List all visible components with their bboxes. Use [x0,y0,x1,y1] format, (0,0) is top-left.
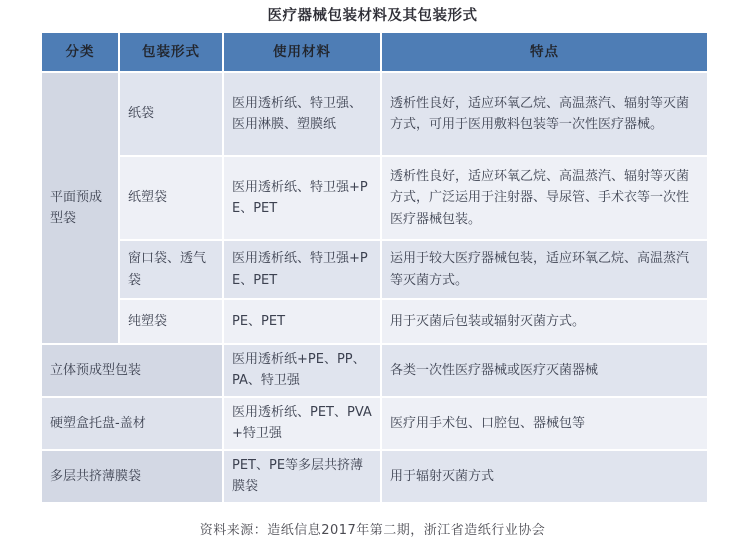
form-cell: 纯塑袋 [119,299,223,344]
materials-cell: 医用透析纸、特卫强+PE、PET [223,156,381,240]
table-row [41,397,708,450]
materials-cell: PET、PE等多层共挤薄膜袋 [223,450,381,503]
page-title: 医疗器械包装材料及其包装形式 [267,8,478,24]
category-form-cell: 多层共挤薄膜袋 [41,450,223,503]
category-cell: 平面预成型袋 [41,72,119,344]
materials-cell: PE、PET [223,299,381,344]
category-form-cell: 硬塑盒托盘-盖材 [41,397,223,450]
table-row [41,72,708,156]
table-row [41,240,708,299]
features-cell: 医疗用手术包、口腔包、器械包等 [381,397,708,450]
materials-cell: 医用透析纸+PE、PP、PA、特卫强 [223,344,381,397]
materials-cell: 医用透析纸、特卫强+PE、PET [223,240,381,299]
category-form-cell: 立体预成型包装 [41,344,223,397]
header-materials: 使用材料 [223,32,381,72]
form-cell: 窗口袋、透气袋 [119,240,223,299]
packaging-table [40,31,709,504]
materials-cell: 医用透析纸、特卫强、医用淋膜、塑膜纸 [223,72,381,156]
features-cell: 用于灭菌后包装或辐射灭菌方式。 [381,299,708,344]
table-row [41,299,708,344]
form-cell: 纸塑袋 [119,156,223,240]
features-cell: 用于辐射灭菌方式 [381,450,708,503]
features-cell: 各类一次性医疗器械或医疗灭菌器械 [381,344,708,397]
header-form: 包装形式 [119,32,223,72]
header-category: 分类 [41,32,119,72]
features-cell: 透析性良好，适应环氧乙烷、高温蒸汽、辐射等灭菌方式，广泛运用于注射器、导尿管、手术衣等一次性医疗器械包装。 [381,156,708,240]
header-features: 特点 [381,32,708,72]
table-row [41,450,708,503]
header-row [41,32,708,72]
table-row [41,156,708,240]
features-cell: 运用于较大医疗器械包装，适应环氧乙烷、高温蒸汽等灭菌方式。 [381,240,708,299]
form-cell: 纸袋 [119,72,223,156]
materials-cell: 医用透析纸、PET、PVA+特卫强 [223,397,381,450]
table-row [41,344,708,397]
source-note: 资料来源：造纸信息2017年第二期，浙江省造纸行业协会 [199,522,546,538]
features-cell: 透析性良好，适应环氧乙烷、高温蒸汽、辐射等灭菌方式，可用于医用敷料包装等一次性医疗器械。 [381,72,708,156]
